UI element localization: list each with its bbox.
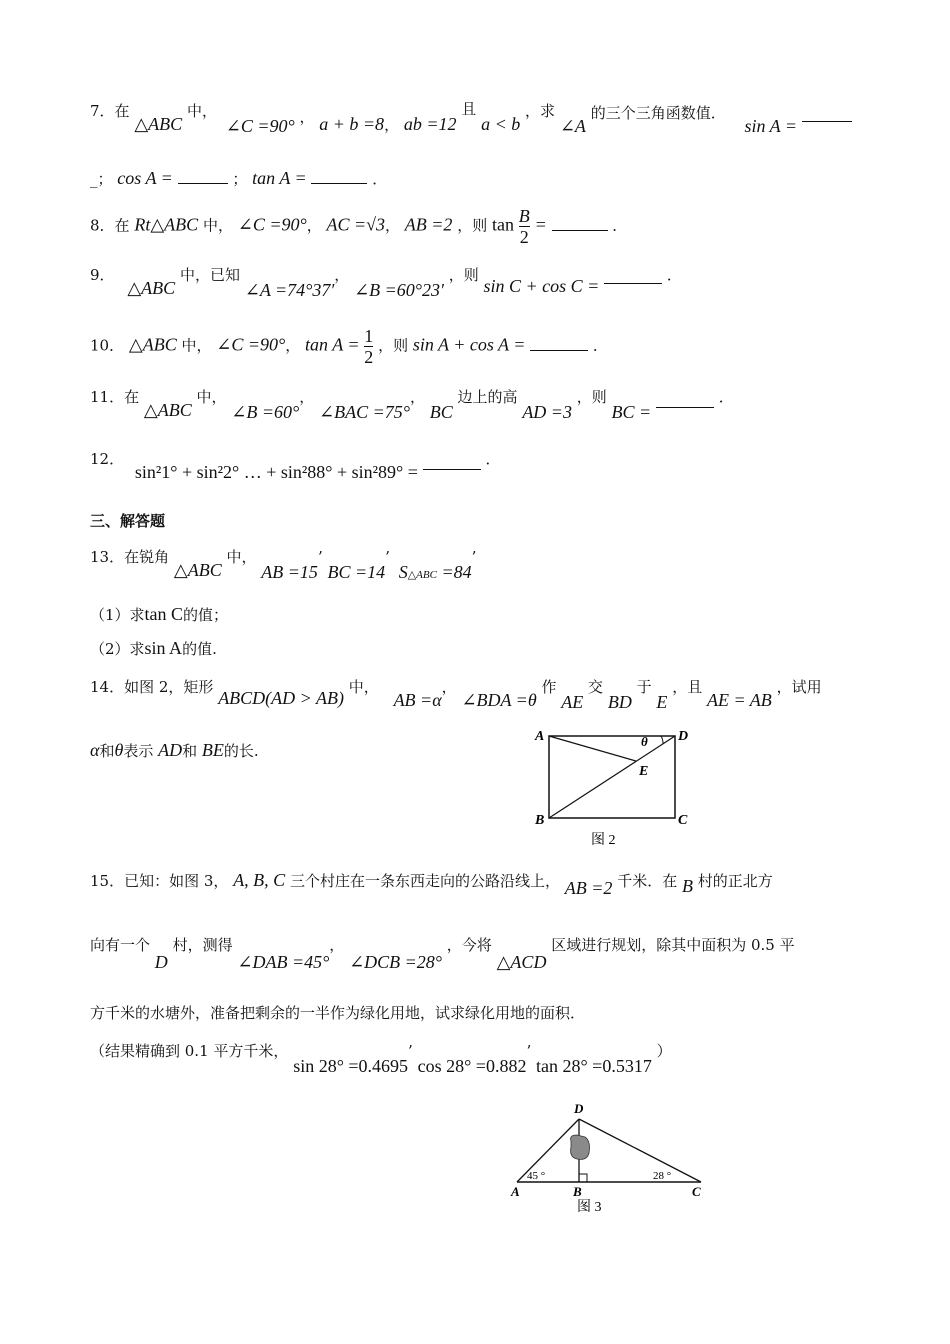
answer-blank[interactable] <box>552 218 608 231</box>
label-D: D <box>678 729 689 744</box>
question-13: 13．在锐角 △ABC 中， AB =15’ BC =14’ S△ABC =84’ <box>90 548 477 582</box>
answer-blank[interactable] <box>530 338 588 351</box>
section-heading: 三、解答题 <box>90 512 166 530</box>
pond-shape <box>571 1135 590 1159</box>
label-B: B <box>573 1184 582 1199</box>
answer-blank[interactable] <box>311 171 367 184</box>
label-A: A <box>535 729 545 744</box>
answer-blank[interactable] <box>802 109 852 122</box>
question-13-part2: （2）求sin A的值. <box>90 638 217 658</box>
fraction-B-over-2: $\frac{B}{2}$ <box>518 206 530 247</box>
label-theta: θ <box>641 734 648 749</box>
segment-ae <box>549 736 636 761</box>
figure-3-caption: 图 3 <box>577 1200 602 1215</box>
question-14: 14．如图 2，矩形 ABCD(AD > AB) 中， AB =α， ∠BDA =θ 作 AE 交 BD 于 E ，且 AE = AB ，试用 <box>90 678 822 712</box>
question-15-line4: （结果精确到 0.1 平方千米， sin 28° =0.4695’ cos 28° =0.882’ tan 28° =0.5317 ） <box>90 1042 672 1076</box>
label-C: C <box>678 813 688 828</box>
question-11: 11．在 △ABC 中， ∠B =60°， ∠BAC =75°， BC 边上的高 AD =3 ，则 BC = ． <box>90 388 734 422</box>
question-14-line2: α和θ表示 AD和 BE的长. <box>90 740 259 760</box>
question-7-line2: _； cos A = ； tan A = ． <box>90 168 388 188</box>
answer-blank[interactable] <box>178 171 228 184</box>
question-7: 7．在 △ABC 中， ∠C =90° ， a + b =8， ab =12 且 a < b ，求 ∠A 的三个三角函数值． sin A = <box>90 100 852 121</box>
figure-3-triangle <box>505 1095 715 1220</box>
question-12: 12． sin²1° + sin²2° … + sin²88° + sin²89° = ． <box>90 450 501 482</box>
label-D: D <box>574 1101 584 1116</box>
answer-blank[interactable] <box>656 395 714 408</box>
figure-2-rectangle <box>525 722 705 852</box>
answer-blank[interactable] <box>423 457 481 470</box>
right-angle-mark <box>579 1174 587 1182</box>
question-15: 15．已知：如图 3， A, B, C 三个村庄在一条东西走向的公路沿线上， AB =2 千米．在 B 村的正北方 <box>90 870 773 898</box>
question-13-part1: （1）求tan C的值； <box>90 604 229 624</box>
question-15-line3: 方千米的水塘外，准备把剩余的一半作为绿化用地，试求绿化用地的面积． <box>90 1004 586 1022</box>
question-8: 8．在 Rt△ABC 中， ∠C =90°， AC =√3， AB =2 ，则 tan $\frac{B}{2}$ = ． <box>90 206 628 247</box>
label-E: E <box>639 764 649 779</box>
question-10: 10． △ABC 中， ∠C =90°， tan A = $\frac{1}{2}$ ，则 sin A + cos A = ． <box>90 326 608 367</box>
angle-28-label: 28 ° <box>653 1170 672 1182</box>
question-9: 9． △ABC 中，已知 ∠A =74°37′， ∠B =60°23′ ，则 sin C + cos C = ． <box>90 266 682 300</box>
answer-blank[interactable] <box>604 271 662 284</box>
segment-dc <box>579 1119 701 1182</box>
fraction-one-half: $\frac{1}{2}$ <box>364 326 374 367</box>
angle-theta-arc <box>661 736 663 744</box>
figure-2-caption: 图 2 <box>591 833 616 848</box>
label-A: A <box>511 1184 520 1199</box>
diagonal-bd <box>549 736 675 818</box>
label-B: B <box>535 813 545 828</box>
label-C: C <box>692 1184 701 1199</box>
angle-45-label: 45 ° <box>527 1170 546 1182</box>
question-15-line2: 向有一个 D 村，测得 ∠DAB =45°， ∠DCB =28° ，今将 △ACD 区域进行规划，除其中面积为 0.5 平 <box>90 936 795 972</box>
